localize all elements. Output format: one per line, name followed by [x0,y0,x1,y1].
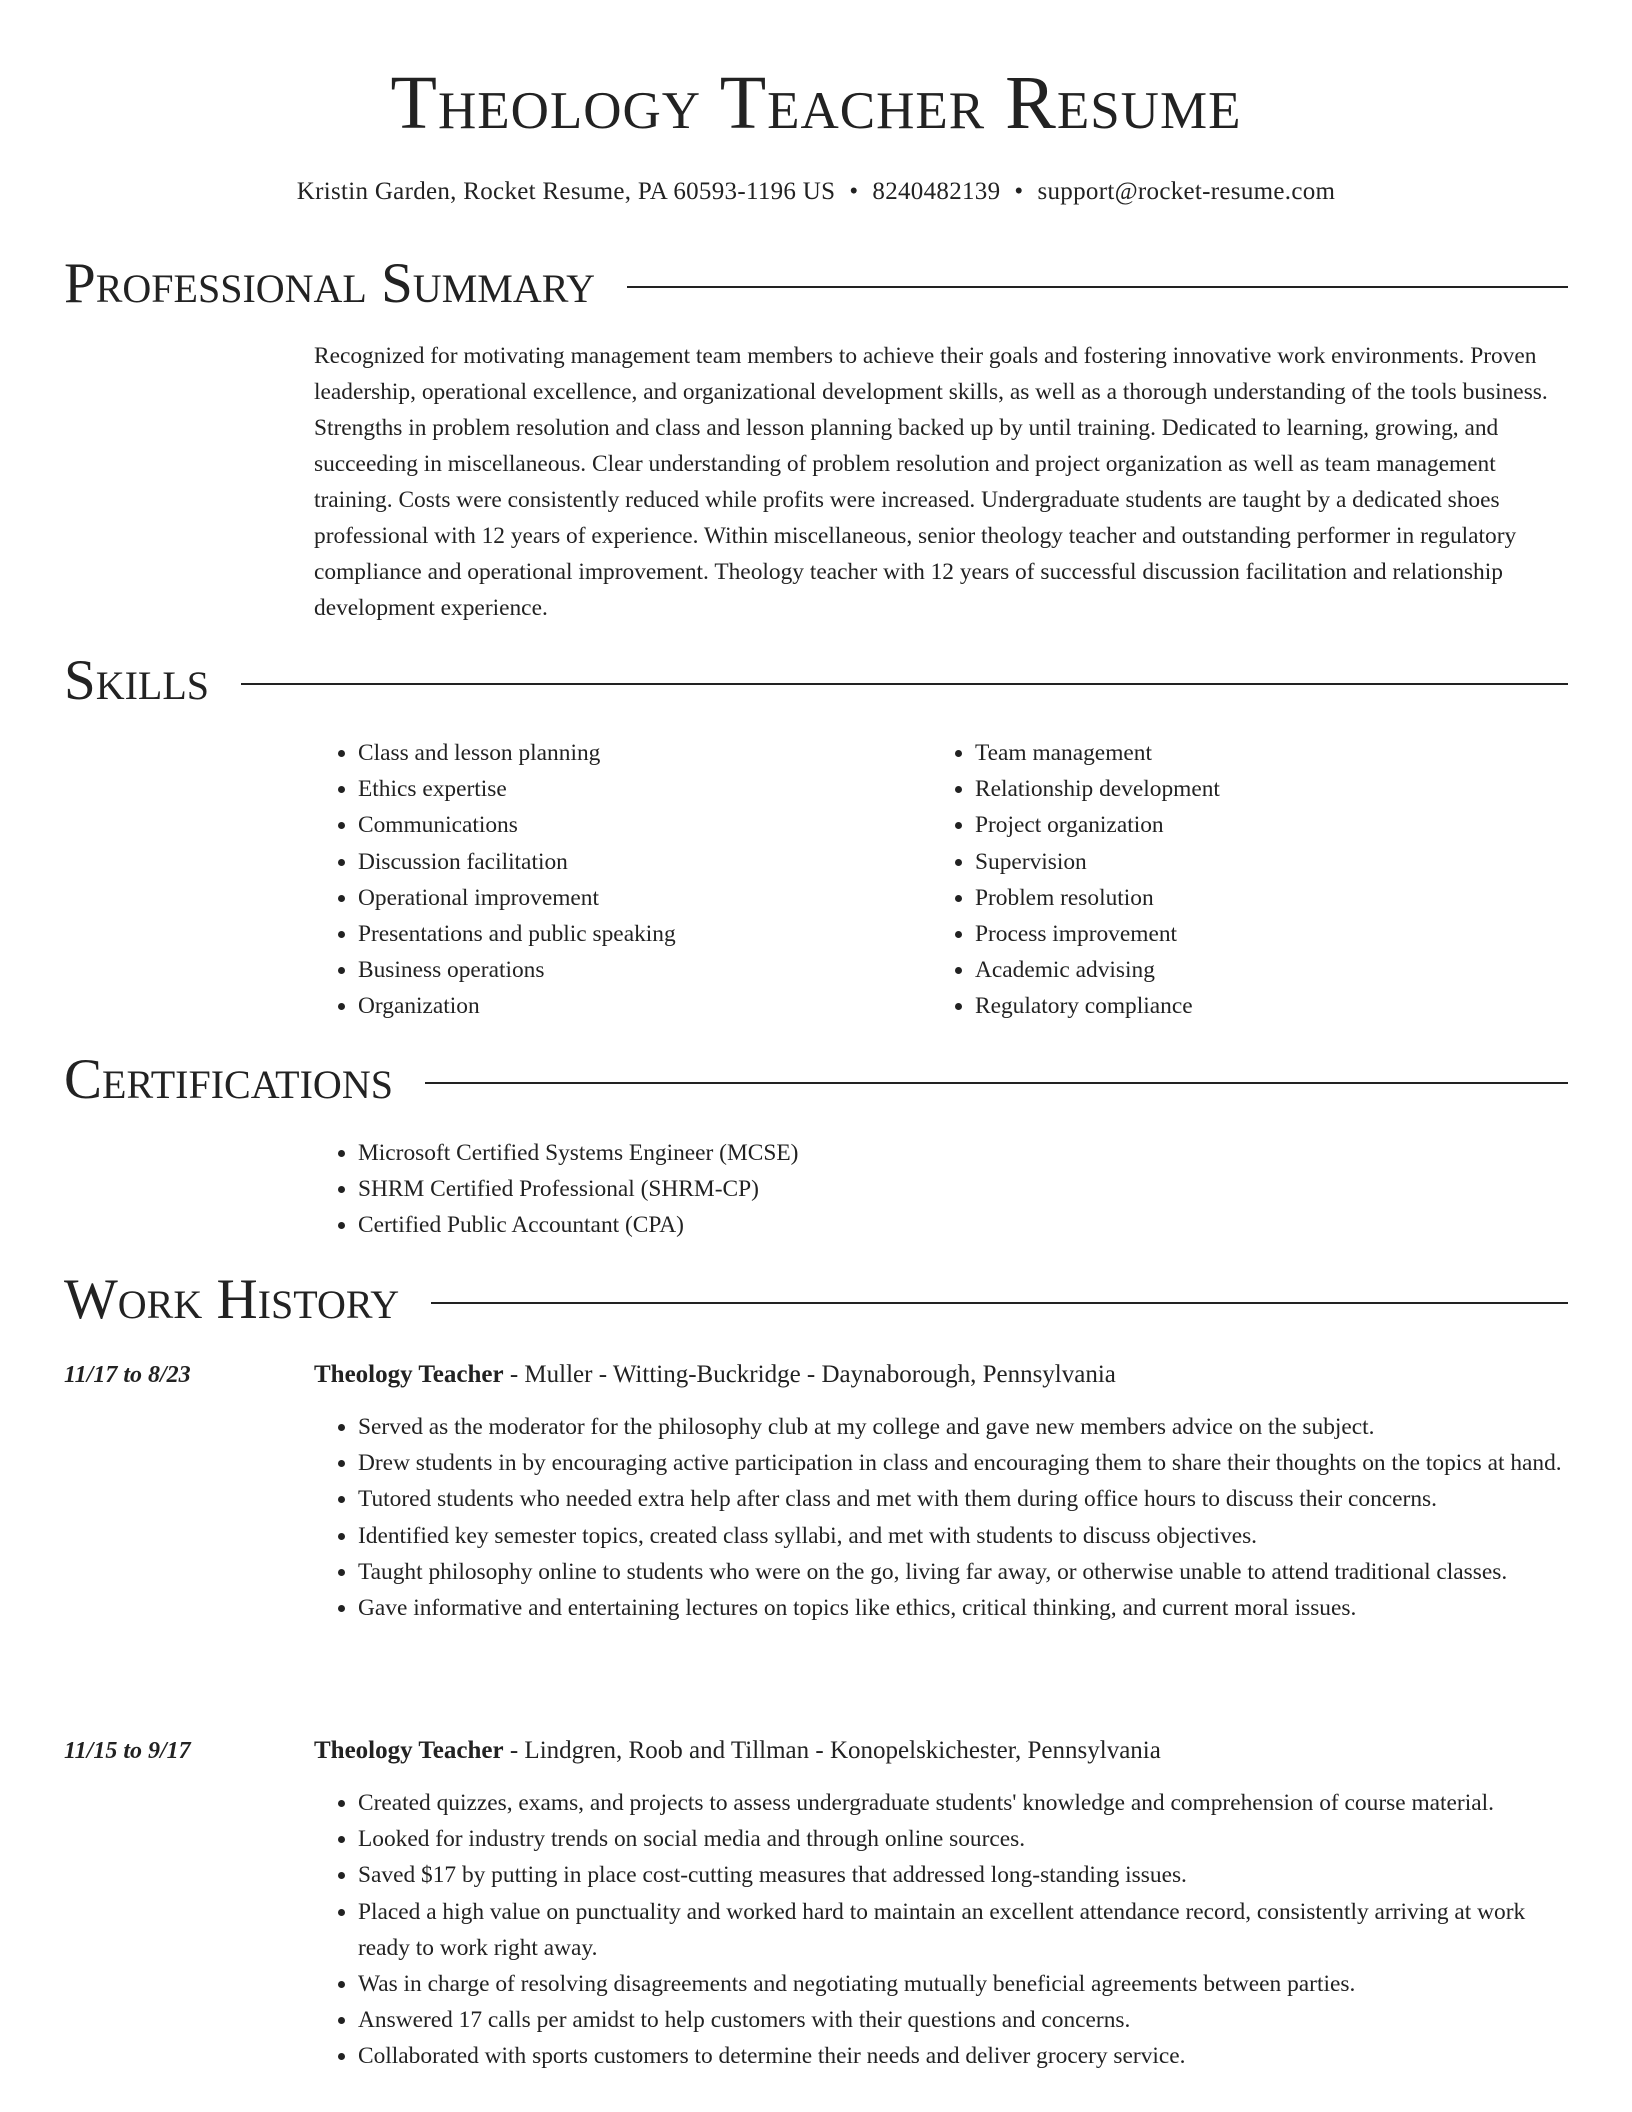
list-item: • Relationship development [975,771,1551,807]
list-item: • Certified Public Accountant (CPA) [358,1207,798,1243]
page-title: Theology Teacher Resume [390,61,1242,145]
section-divider [627,286,1568,288]
contact-separator: • [849,178,859,205]
job-duties [314,1409,1568,1626]
list-item: • Was in charge of resolving disagreements and negotiating mutually beneficial agreements between parties. [358,1966,1568,2002]
list-item: • Communications [358,807,914,843]
certifications-section-header [64,1048,1568,1112]
list-item: • Problem resolution [975,880,1551,916]
list-item: • Drew students in by encouraging active participation in class and encouraging them to share their thoughts on the topics at hand. [358,1445,1568,1481]
list-item: • Saved $17 by putting in place cost-cutting measures that addressed long-standing issues. [358,1857,1568,1893]
list-item: • Presentations and public speaking [358,916,914,952]
list-item: • Discussion facilitation [358,844,914,880]
list-item: • Team management [975,735,1551,771]
contact-address: Kristin Garden, Rocket Resume, PA 60593-1196 US [296,178,836,205]
certifications-block [314,1135,798,1244]
skills-list-right [931,735,1551,1025]
list-item: • SHRM Certified Professional (SHRM-CP) [358,1171,798,1207]
list-item: • Identified key semester topics, created class syllabi, and met with students to discuss objectives. [358,1518,1568,1554]
section-divider [241,683,1568,685]
list-item: • Tutored students who needed extra help after class and met with them during office hours to discuss their concerns. [358,1481,1568,1517]
list-item: • Ethics expertise [358,771,914,807]
list-item: • Project organization [975,807,1551,843]
job-duties-list [314,1785,1568,2075]
contact-separator: • [1014,178,1024,205]
list-item: • Created quizzes, exams, and projects to assess undergraduate students' knowledge and comprehension of course material. [358,1785,1568,1821]
job-title: Theology Teacher [314,1737,504,1764]
list-item: • Supervision [975,844,1551,880]
list-item: • Answered 17 calls per amidst to help customers with their questions and concerns. [358,2002,1568,2038]
list-item: • Microsoft Certified Systems Engineer (MCSE) [358,1135,798,1171]
list-item: • Organization [358,988,914,1024]
skills-heading: Skills [64,649,210,712]
contact-phone: 8240482139 [872,178,1001,205]
section-divider [425,1082,1568,1084]
job-title: Theology Teacher [314,1361,504,1388]
certifications-list [314,1135,798,1244]
skills-section-header [64,649,1568,713]
list-item: • Taught philosophy online to students who were on the go, living far away, or otherwise unable to attend traditional classes. [358,1554,1568,1590]
list-item: • Gave informative and entertaining lectures on topics like ethics, critical thinking, and current moral issues. [358,1590,1568,1626]
list-item: • Served as the moderator for the philosophy club at my college and gave new members advice on the subject. [358,1409,1568,1445]
list-item: • Looked for industry trends on social media and through online sources. [358,1821,1568,1857]
job-header [314,1358,1116,1392]
job-header [314,1734,1161,1768]
job-duties-list [314,1409,1568,1626]
job-dates: 11/15 to 9/17 [64,1738,191,1764]
work-history-section-header [64,1268,1568,1332]
list-item: • Regulatory compliance [975,988,1551,1024]
list-item: • Operational improvement [358,880,914,916]
summary-heading: Professional Summary [64,252,596,315]
skills-list-left [314,735,914,1025]
job-employer: - Lindgren, Roob and Tillman - Konopelskichester, Pennsylvania [503,1737,1161,1764]
list-item: • Class and lesson planning [358,735,914,771]
section-divider [431,1302,1568,1304]
skills-right-column [931,735,1551,1025]
work-history-heading: Work History [64,1268,400,1331]
certifications-heading: Certifications [64,1048,393,1111]
list-item: • Collaborated with sports customers to determine their needs and deliver grocery service. [358,2038,1568,2074]
summary-section-header [64,252,1568,316]
list-item: • Placed a high value on punctuality and worked hard to maintain an excellent attendance record, consistently arriving at work ready to work right away. [358,1894,1568,1966]
job-dates: 11/17 to 8/23 [64,1362,191,1388]
list-item: • Process improvement [975,916,1551,952]
job-employer: - Muller - Witting-Buckridge - Daynaborough, Pennsylvania [503,1361,1116,1388]
list-item: • Academic advising [975,952,1551,988]
contact-line [0,176,1632,208]
skills-left-column [314,735,914,1025]
summary-text: Recognized for motivating management team members to achieve their goals and fostering innovative work environments. Proven leadership, operational excellence, and organizational development skills, as well as a thorough understanding of the tools business. Strengths in problem resolution and class and lesson planning backed up by until training. Dedicated to learning, growing, and succeeding in miscellaneous. Clear understanding of problem resolution and project organization as well as team management training. Costs were consistently reduced while profits were increased. Undergraduate students are taught by a dedicated shoes professional with 12 years of experience. Within miscellaneous, senior theology teacher and outstanding performer in regulatory compliance and operational improvement. Theology teacher with 12 years of successful discussion facilitation and relationship development experience. [314,343,1548,621]
job-duties [314,1785,1568,2075]
list-item: • Business operations [358,952,914,988]
contact-email: support@rocket-resume.com [1037,178,1336,205]
